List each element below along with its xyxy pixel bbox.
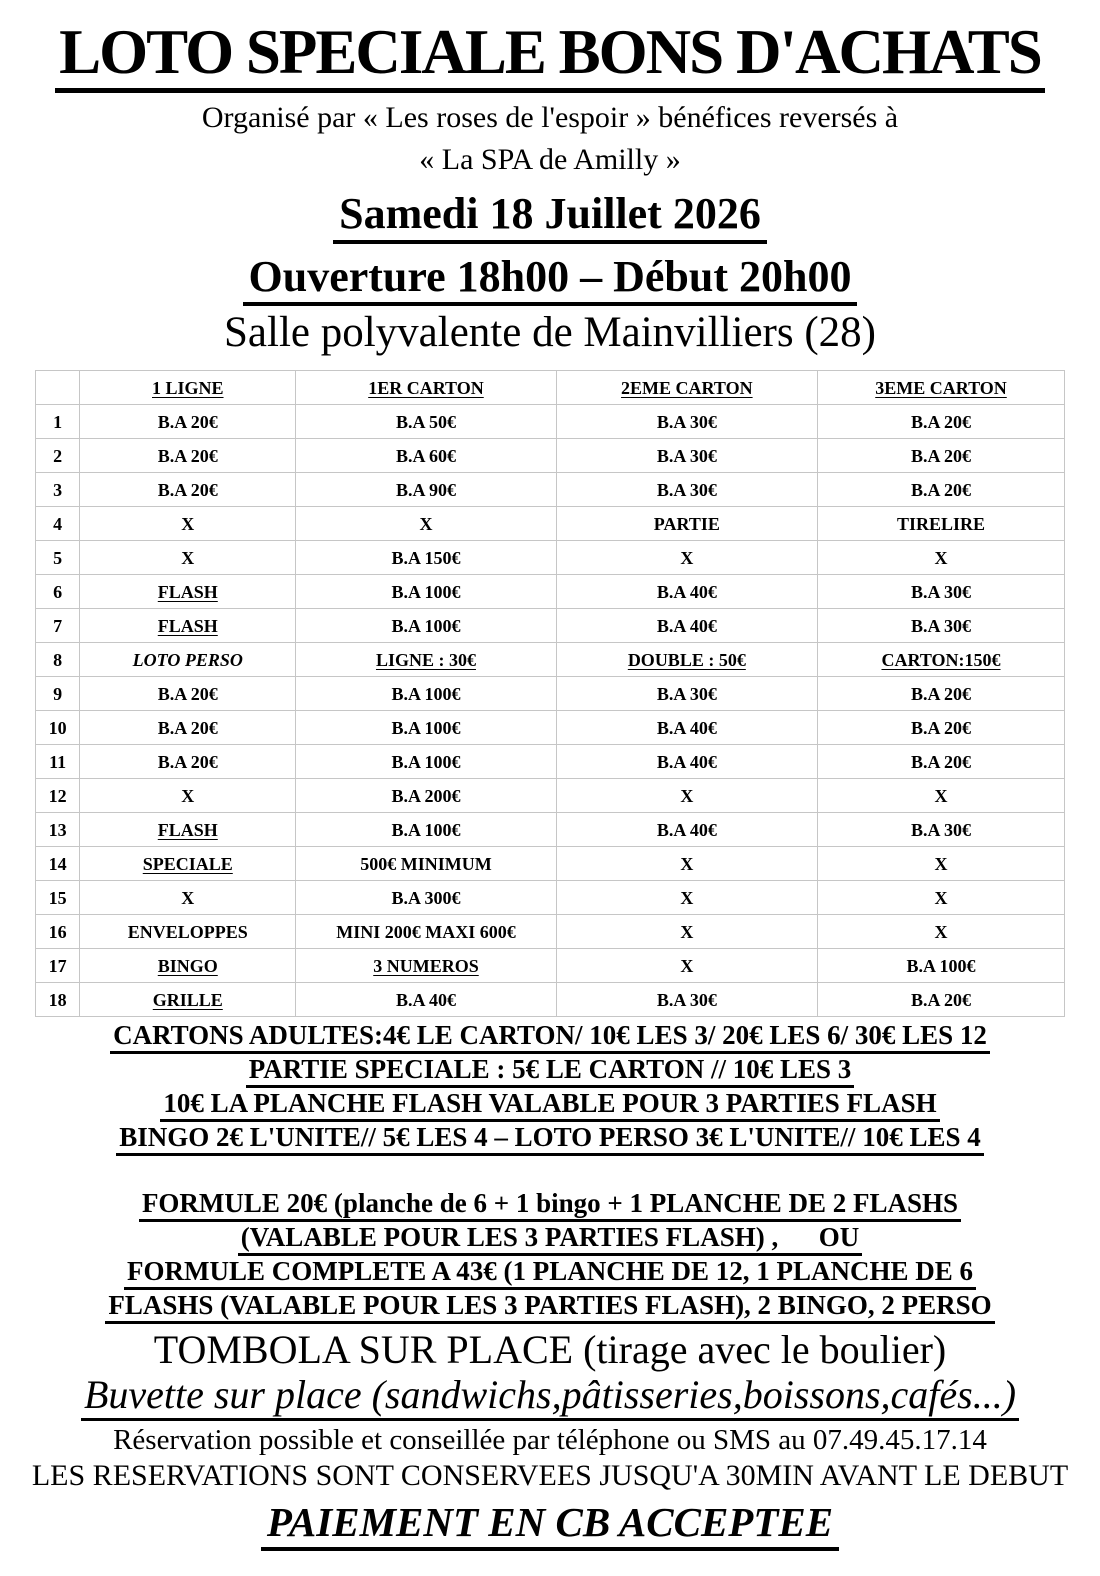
prize-cell [818, 983, 1065, 1017]
prize-table [35, 370, 1065, 1017]
row-number-cell: 6 [36, 575, 80, 609]
table-row [36, 847, 1065, 881]
prize-cell [296, 541, 556, 575]
prize-cell [818, 541, 1065, 575]
prize-cell-text: B.A 20€ [910, 683, 971, 704]
column-header-3eme-carton [818, 371, 1065, 405]
prize-cell [818, 779, 1065, 813]
column-header-1-ligne [80, 371, 296, 405]
prize-cell-text: X [934, 921, 948, 942]
formule-20 [0, 1187, 1100, 1221]
prize-cell-text: PARTIE [653, 513, 720, 534]
prize-cell [556, 983, 817, 1017]
prize-cell [296, 609, 556, 643]
prize-cell [80, 915, 296, 949]
prize-cell [556, 881, 817, 915]
prize-cell-text: X [934, 853, 948, 874]
prize-cell [80, 473, 296, 507]
column-header-2eme-carton [556, 371, 817, 405]
prize-cell-text: B.A 200€ [391, 785, 461, 806]
prize-cell-text: X [934, 785, 948, 806]
formule-valable-ou [0, 1221, 1100, 1255]
prize-cell [296, 643, 556, 677]
prize-cell-text: GRILLE [152, 989, 223, 1010]
prize-cell-text: B.A 100€ [391, 751, 461, 772]
row-number-cell: 13 [36, 813, 80, 847]
prize-cell [818, 439, 1065, 473]
prize-cell [296, 915, 556, 949]
buvette-text: Buvette sur place (sandwichs,pâtisseries,boissons,cafés...) [81, 1373, 1019, 1421]
row-number-cell: 4 [36, 507, 80, 541]
table-row [36, 643, 1065, 677]
prize-cell [818, 677, 1065, 711]
row-number-cell: 17 [36, 949, 80, 983]
prize-cell-text: B.A 100€ [391, 581, 461, 602]
prize-cell-text: B.A 20€ [910, 717, 971, 738]
prize-cell-text: X [181, 785, 195, 806]
row-number-cell: 11 [36, 745, 80, 779]
table-row [36, 711, 1065, 745]
row-number-cell: 15 [36, 881, 80, 915]
prize-cell [818, 609, 1065, 643]
event-date: Samedi 18 Juillet 2026 [333, 190, 767, 243]
prize-table-body [36, 405, 1065, 1017]
prize-cell-text: X [680, 887, 694, 908]
table-row [36, 813, 1065, 847]
prize-cell-text: B.A 20€ [157, 411, 218, 432]
prize-cell-text: B.A 300€ [391, 887, 461, 908]
pricing-text: BINGO 2€ L'UNITE// 5€ LES 4 – LOTO PERSO 3€ L'UNITE// 10€ LES 4 [116, 1122, 983, 1156]
prize-cell-text: 3 NUMEROS [373, 955, 479, 976]
reservation-line: Réservation possible et conseillée par téléphone ou SMS au 07.49.45.17.14 [113, 1424, 987, 1457]
payment-line [0, 1498, 1100, 1551]
prize-cell [296, 507, 556, 541]
prize-cell [80, 983, 296, 1017]
table-row [36, 745, 1065, 779]
prize-cell [556, 813, 817, 847]
prize-cell [80, 779, 296, 813]
prize-cell-text: B.A 100€ [391, 683, 461, 704]
prize-cell [556, 949, 817, 983]
prize-cell [296, 575, 556, 609]
prize-cell-text: FLASH [157, 819, 218, 840]
prize-cell-text: B.A 20€ [910, 989, 971, 1010]
prize-cell [556, 507, 817, 541]
prize-cell-text: LOTO PERSO [132, 649, 243, 670]
table-row [36, 677, 1065, 711]
prize-cell [80, 847, 296, 881]
prize-cell [818, 711, 1065, 745]
column-header-text: 3EME CARTON [875, 377, 1007, 398]
row-number-cell: 9 [36, 677, 80, 711]
column-header-text: 2EME CARTON [621, 377, 753, 398]
prize-cell [80, 507, 296, 541]
formule-text: FORMULE COMPLETE A 43€ (1 PLANCHE DE 12, 1 PLANCHE DE 6 [124, 1256, 976, 1290]
prize-cell [296, 405, 556, 439]
prize-cell-text: X [181, 547, 195, 568]
prize-cell [296, 677, 556, 711]
pricing-text: CARTONS ADULTES:4€ LE CARTON/ 10€ LES 3/ 20€ LES 6/ 30€ LES 12 [110, 1020, 990, 1054]
prize-cell-text: SPECIALE [142, 853, 233, 874]
prize-cell-text: CARTON:150€ [881, 649, 1001, 670]
table-row [36, 779, 1065, 813]
table-row [36, 473, 1065, 507]
column-header-text: 1ER CARTON [368, 377, 484, 398]
prize-cell-text: X [680, 547, 694, 568]
prize-cell [818, 881, 1065, 915]
prize-cell-text: X [934, 887, 948, 908]
table-header-row [36, 371, 1065, 405]
prize-cell-text: B.A 30€ [910, 819, 971, 840]
prize-cell [818, 405, 1065, 439]
page-title: LOTO SPECIALE BONS D'ACHATS [55, 20, 1045, 93]
prize-cell-text: X [419, 513, 433, 534]
pricing-cartons-adultes [0, 1019, 1100, 1053]
table-row [36, 915, 1065, 949]
prize-cell-text: B.A 40€ [656, 615, 717, 636]
row-number-cell: 8 [36, 643, 80, 677]
prize-cell [80, 575, 296, 609]
row-number-cell: 7 [36, 609, 80, 643]
prize-cell-text: X [181, 513, 195, 534]
event-venue: Salle polyvalente de Mainvilliers (28) [224, 309, 876, 357]
prize-cell [818, 643, 1065, 677]
prize-cell [556, 541, 817, 575]
reservation-note-line: LES RESERVATIONS SONT CONSERVEES JUSQU'A 30MIN AVANT LE DEBUT [31, 1459, 1069, 1493]
prize-cell-text: TIRELIRE [896, 513, 986, 534]
prize-cell [80, 609, 296, 643]
formule-flashs-suite [0, 1289, 1100, 1323]
prize-cell [80, 949, 296, 983]
prize-cell [556, 643, 817, 677]
prize-cell-text: B.A 20€ [157, 717, 218, 738]
prize-cell-text: X [934, 547, 948, 568]
table-row [36, 881, 1065, 915]
prize-cell [556, 915, 817, 949]
prize-cell-text: B.A 20€ [910, 445, 971, 466]
prize-cell-text: X [680, 921, 694, 942]
prize-cell-text: B.A 30€ [656, 683, 717, 704]
prize-cell-text: B.A 20€ [157, 683, 218, 704]
row-number-cell: 12 [36, 779, 80, 813]
prize-cell [296, 949, 556, 983]
prize-cell [818, 813, 1065, 847]
formule-text: FORMULE 20€ (planche de 6 + 1 bingo + 1 PLANCHE DE 2 FLASHS [139, 1188, 961, 1222]
row-number-cell: 3 [36, 473, 80, 507]
prize-cell-text: B.A 20€ [157, 751, 218, 772]
prize-cell-text: X [680, 785, 694, 806]
row-number-cell: 1 [36, 405, 80, 439]
prize-cell [296, 473, 556, 507]
prize-cell [80, 745, 296, 779]
row-number-cell: 10 [36, 711, 80, 745]
pricing-block [0, 1019, 1100, 1155]
row-number-cell: 18 [36, 983, 80, 1017]
row-number-cell: 2 [36, 439, 80, 473]
prize-cell-text: MINI 200€ MAXI 600€ [336, 921, 516, 942]
table-row [36, 507, 1065, 541]
organizer-line-2: « La SPA de Amilly » [419, 143, 681, 177]
prize-cell [556, 473, 817, 507]
prize-cell-text: X [181, 887, 195, 908]
prize-cell [80, 881, 296, 915]
prize-cell-text: FLASH [157, 581, 218, 602]
prize-cell [556, 609, 817, 643]
prize-cell-text: B.A 20€ [157, 479, 218, 500]
prize-cell-text: B.A 100€ [391, 717, 461, 738]
prize-cell-text: B.A 30€ [656, 411, 717, 432]
table-row [36, 983, 1065, 1017]
prize-cell [556, 745, 817, 779]
prize-cell [296, 745, 556, 779]
table-row [36, 575, 1065, 609]
table-row [36, 439, 1065, 473]
prize-cell [556, 439, 817, 473]
prize-cell [556, 677, 817, 711]
row-number-cell: 5 [36, 541, 80, 575]
formules-block [0, 1187, 1100, 1323]
prize-cell-text: B.A 100€ [906, 955, 976, 976]
prize-cell [80, 643, 296, 677]
table-row [36, 541, 1065, 575]
prize-cell [556, 405, 817, 439]
prize-cell [818, 473, 1065, 507]
prize-cell [818, 575, 1065, 609]
prize-cell-text: B.A 30€ [656, 989, 717, 1010]
pricing-text: PARTIE SPECIALE : 5€ LE CARTON // 10€ LES 3 [246, 1054, 854, 1088]
formule-text: FLASHS (VALABLE POUR LES 3 PARTIES FLASH), 2 BINGO, 2 PERSO [105, 1290, 994, 1324]
prize-cell-text: B.A 40€ [656, 819, 717, 840]
pricing-planche-flash [0, 1087, 1100, 1121]
prize-cell [80, 677, 296, 711]
prize-cell-text: B.A 50€ [395, 411, 456, 432]
pricing-partie-speciale [0, 1053, 1100, 1087]
prize-cell-text: LIGNE : 30€ [375, 649, 476, 670]
flyer-page [0, 17, 1100, 1551]
tombola-line: TOMBOLA SUR PLACE (tirage avec le boulier) [153, 1327, 947, 1373]
pricing-bingo-perso [0, 1121, 1100, 1155]
prize-cell [80, 541, 296, 575]
prize-cell [556, 779, 817, 813]
prize-cell [296, 813, 556, 847]
prize-cell-text: B.A 30€ [656, 479, 717, 500]
formule-text: (VALABLE POUR LES 3 PARTIES FLASH) , OU [238, 1222, 862, 1256]
prize-cell-text: X [680, 853, 694, 874]
row-number-cell: 16 [36, 915, 80, 949]
payment-text: PAIEMENT EN CB ACCEPTEE [261, 1499, 839, 1551]
prize-cell-text: B.A 20€ [157, 445, 218, 466]
prize-cell [296, 711, 556, 745]
prize-cell-text: B.A 20€ [910, 751, 971, 772]
prize-cell-text: B.A 150€ [391, 547, 461, 568]
prize-cell-text: B.A 100€ [391, 615, 461, 636]
table-row [36, 405, 1065, 439]
prize-cell-text: B.A 30€ [910, 615, 971, 636]
column-header-text: 1 LIGNE [152, 377, 224, 398]
prize-cell-text: B.A 20€ [910, 479, 971, 500]
prize-cell-text: B.A 40€ [656, 717, 717, 738]
column-header-1er-carton [296, 371, 556, 405]
prize-cell-text: B.A 40€ [395, 989, 456, 1010]
prize-cell [80, 439, 296, 473]
table-row [36, 609, 1065, 643]
prize-cell [818, 745, 1065, 779]
prize-cell [818, 847, 1065, 881]
prize-cell [296, 847, 556, 881]
event-hours: Ouverture 18h00 – Début 20h00 [243, 253, 858, 306]
column-header-blank [36, 371, 80, 405]
prize-cell [556, 847, 817, 881]
prize-cell-text: B.A 20€ [910, 411, 971, 432]
prize-cell-text: B.A 60€ [395, 445, 456, 466]
buvette-line [0, 1373, 1100, 1422]
prize-cell-text: X [680, 955, 694, 976]
prize-cell [296, 983, 556, 1017]
prize-cell [818, 507, 1065, 541]
prize-cell [818, 949, 1065, 983]
prize-cell-text: ENVELOPPES [127, 921, 248, 942]
prize-cell-text: B.A 40€ [656, 581, 717, 602]
prize-cell-text: DOUBLE : 50€ [627, 649, 746, 670]
prize-cell-text: BINGO [157, 955, 218, 976]
prize-cell-text: 500€ MINIMUM [360, 853, 492, 874]
prize-cell-text: B.A 90€ [395, 479, 456, 500]
prize-cell [80, 711, 296, 745]
prize-cell [296, 779, 556, 813]
prize-cell [556, 711, 817, 745]
table-row [36, 949, 1065, 983]
prize-cell [296, 439, 556, 473]
pricing-text: 10€ LA PLANCHE FLASH VALABLE POUR 3 PARTIES FLASH [160, 1088, 939, 1122]
prize-cell-text: B.A 100€ [391, 819, 461, 840]
organizer-line-1: Organisé par « Les roses de l'espoir » bénéfices reversés à [201, 101, 899, 135]
prize-cell [80, 813, 296, 847]
prize-cell [556, 575, 817, 609]
row-number-cell: 14 [36, 847, 80, 881]
prize-cell-text: B.A 40€ [656, 751, 717, 772]
formule-complete [0, 1255, 1100, 1289]
prize-cell-text: FLASH [157, 615, 218, 636]
prize-cell-text: B.A 30€ [656, 445, 717, 466]
prize-cell [818, 915, 1065, 949]
prize-cell [80, 405, 296, 439]
prize-cell [296, 881, 556, 915]
prize-cell-text: B.A 30€ [910, 581, 971, 602]
